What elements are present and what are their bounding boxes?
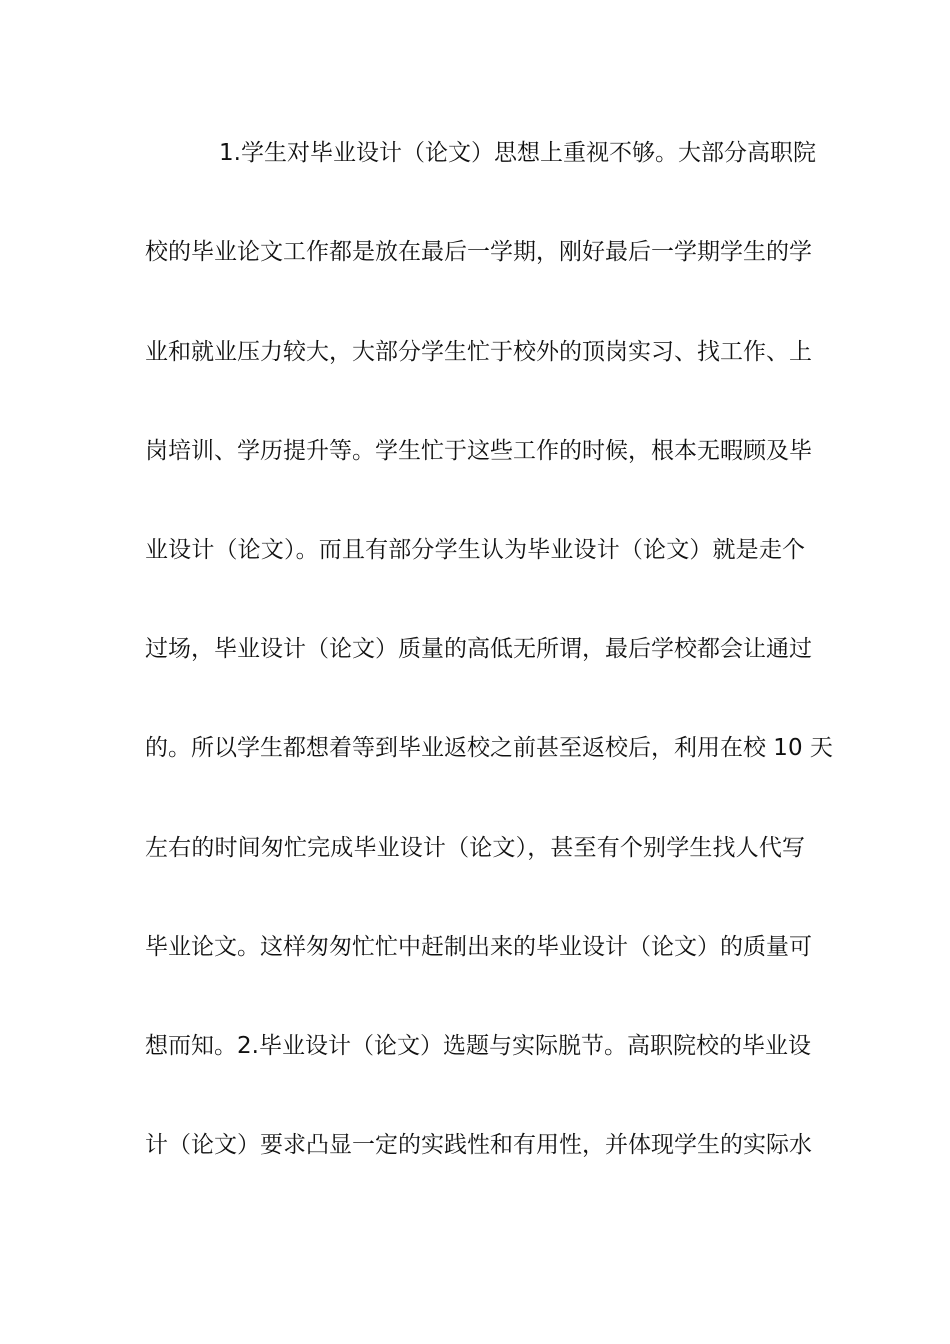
paragraph-line-9: 毕业论文。这样匆匆忙忙中赶制出来的毕业设计（论文）的质量可 [145,934,812,960]
paragraph-line-2: 校的毕业论文工作都是放在最后一学期，刚好最后一学期学生的学 [145,239,812,265]
paragraph-line-11: 计（论文）要求凸显一定的实践性和有用性，并体现学生的实际水 [145,1132,812,1158]
paragraph-line-6: 过场，毕业设计（论文）质量的高低无所谓，最后学校都会让通过 [145,636,812,662]
paragraph-line-4: 岗培训、学历提升等。学生忙于这些工作的时候，根本无暇顾及毕 [145,438,812,464]
paragraph-line-7: 的。所以学生都想着等到毕业返校之前甚至返校后，利用在校 10 天 [145,735,833,761]
paragraph-line-5: 业设计（论文）。而且有部分学生认为毕业设计（论文）就是走个 [145,537,805,563]
paragraph-line-3: 业和就业压力较大，大部分学生忙于校外的顶岗实习、找工作、上 [145,339,812,365]
paragraph-line-10: 想而知。2.毕业设计（论文）选题与实际脱节。高职院校的毕业设 [145,1033,811,1059]
paragraph-line-1: 1.学生对毕业设计（论文）思想上重视不够。大部分高职院 [219,140,816,166]
paragraph-line-8: 左右的时间匆忙完成毕业设计（论文），甚至有个别学生找人代写 [145,835,805,861]
